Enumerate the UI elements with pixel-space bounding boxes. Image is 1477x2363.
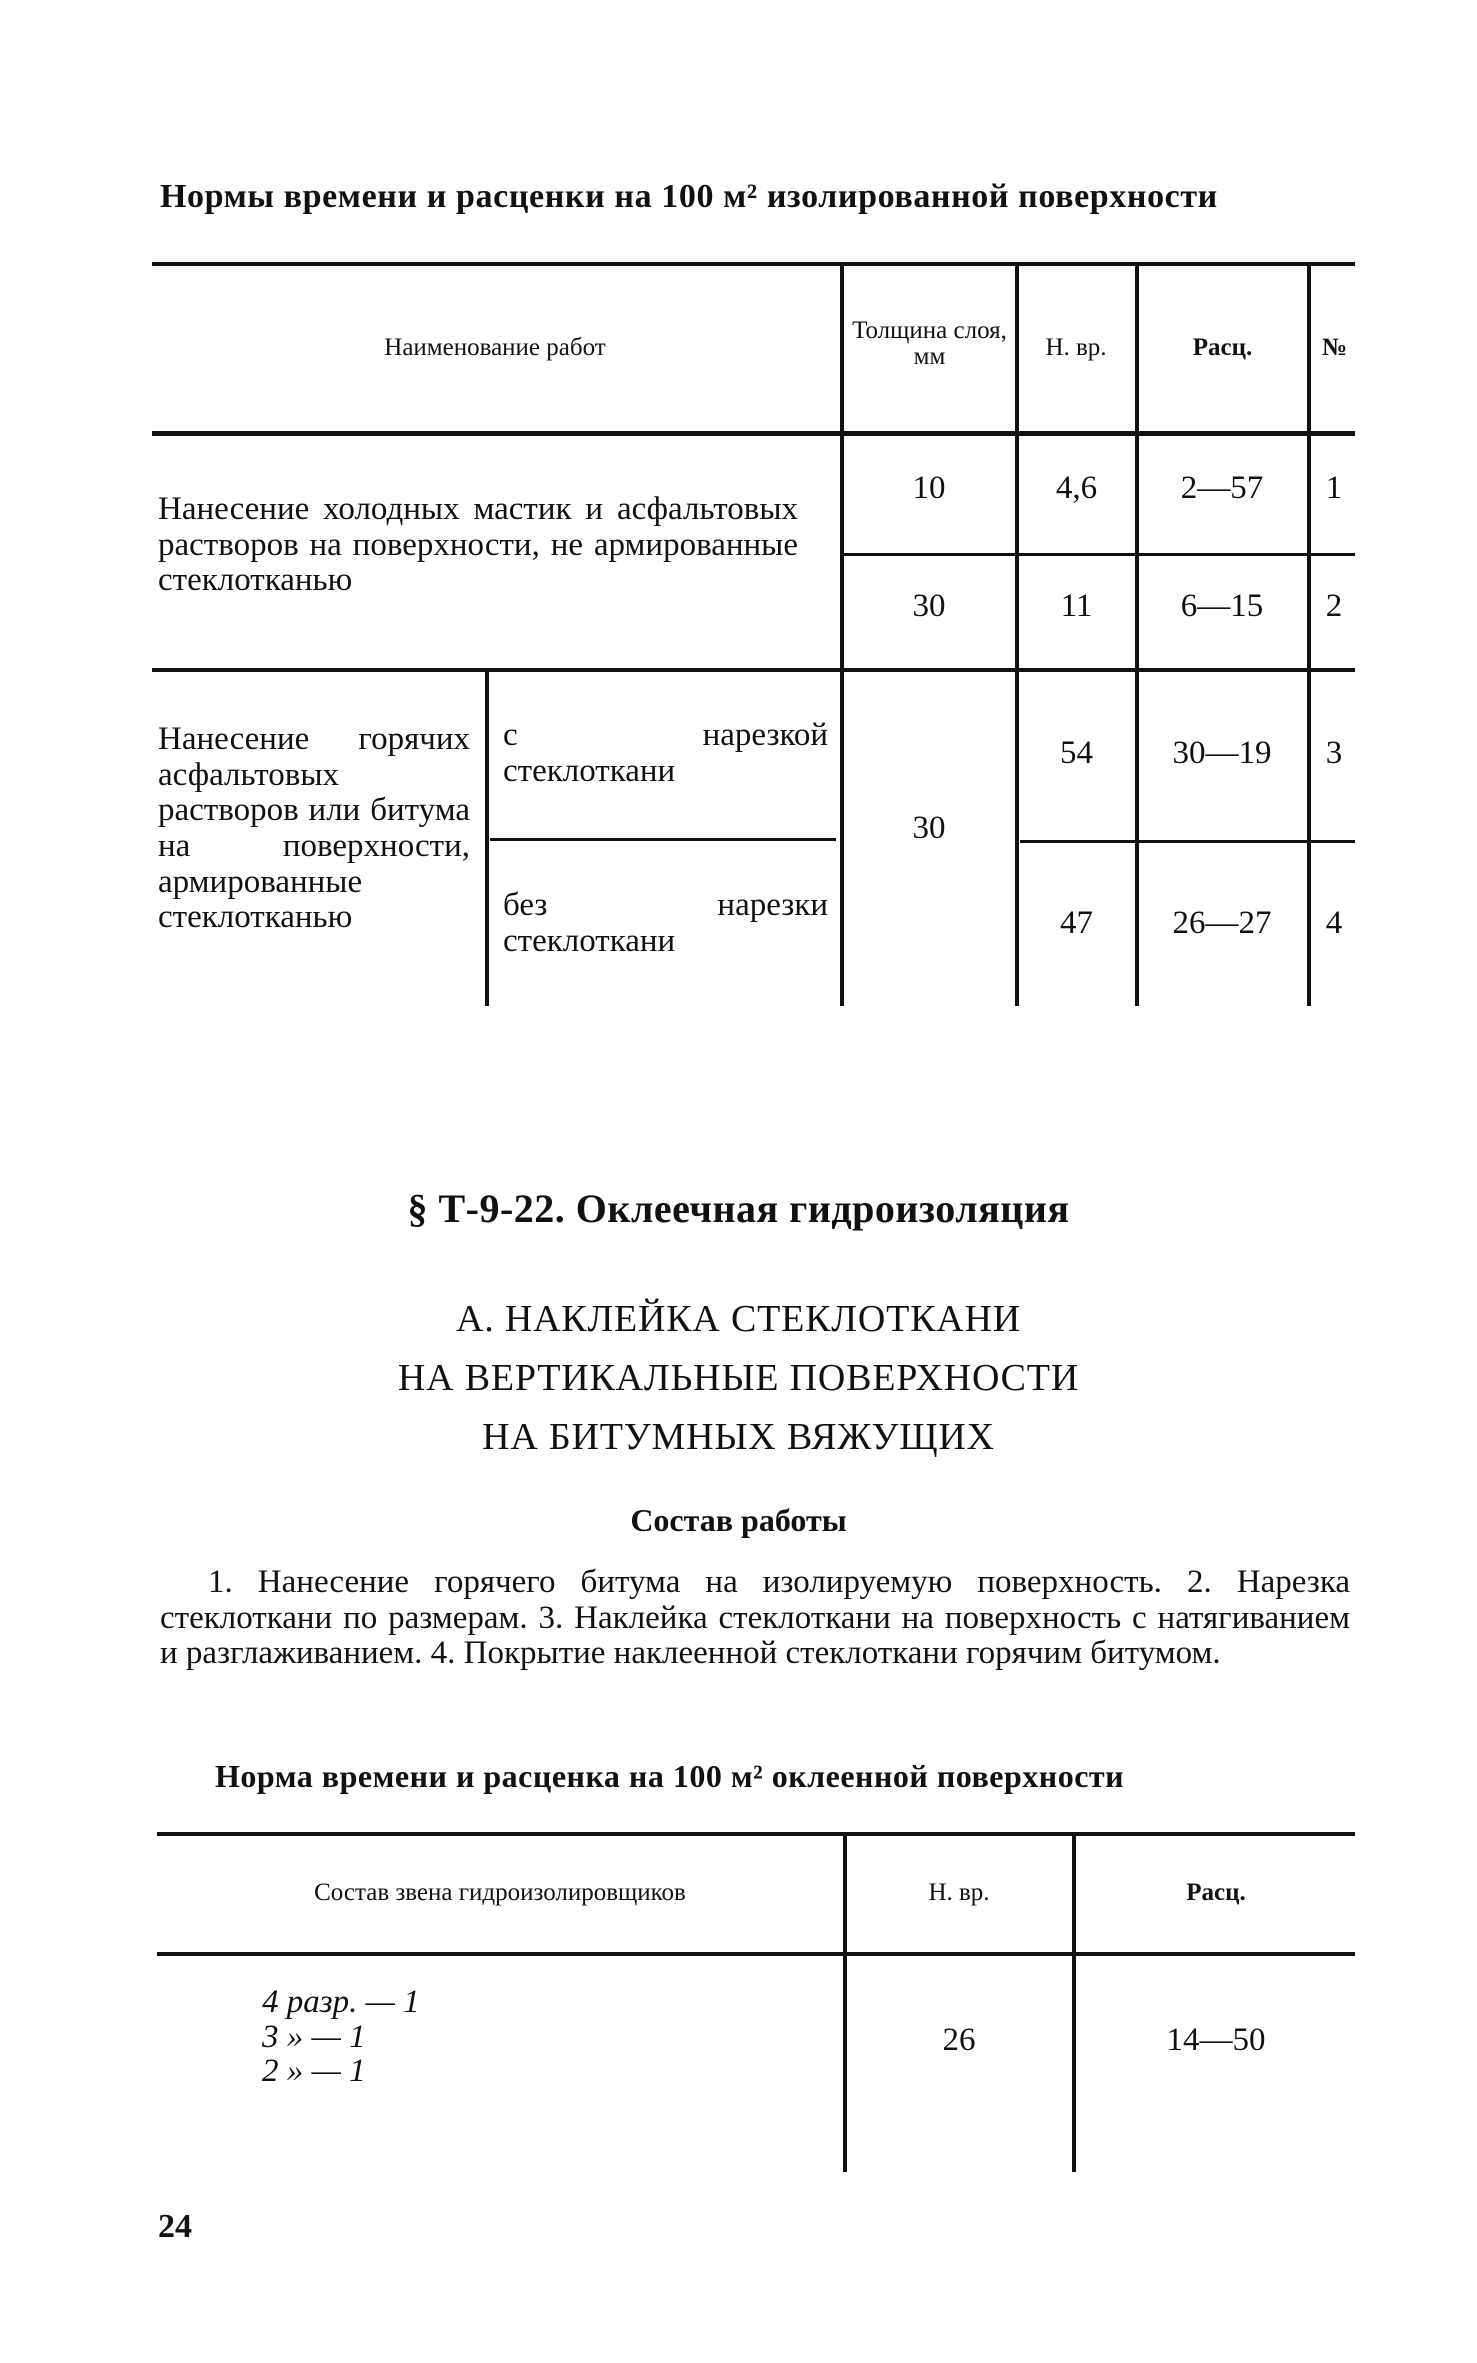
table1-row3-variant: с нарезкой стеклоткани	[503, 717, 828, 789]
table2-title: Норма времени и расценка на 100 м² оклеенной поверхности	[215, 1758, 1125, 1794]
table1-header-rate: Расц.	[1192, 334, 1253, 361]
table1-top-rule	[152, 262, 1355, 266]
table1-group2-name: Нанесение горячих асфальтовых растворов или битума на поверхности, армированные стеклотканью	[158, 721, 470, 936]
table2-top-rule	[157, 1832, 1355, 1836]
table1-header-rule	[152, 431, 1355, 436]
table1-row-divider-2	[1020, 840, 1355, 843]
table2-col-rule-1	[843, 1836, 847, 2172]
table1-row4-variant: без нарезки стеклоткани	[503, 887, 828, 959]
subtitle-line-1: А. НАКЛЕЙКА СТЕКЛОТКАНИ	[455, 1298, 1021, 1340]
table1-row1-rate: 2—57	[1180, 470, 1264, 506]
table2-rate: 14—50	[1166, 2022, 1266, 2058]
crew-line-1: 4 разр. — 1	[262, 1984, 420, 2020]
table1-col-rule-2	[1015, 266, 1019, 1006]
section-subtitle	[0, 1290, 1477, 1467]
table1-col-rule-group2	[485, 672, 489, 1006]
table1-row2-rate: 6—15	[1180, 588, 1264, 624]
table1-col-rule-1	[840, 266, 844, 1006]
table2-header-rate: Расц.	[1186, 1879, 1246, 1906]
table1-row4-rate: 26—27	[1172, 905, 1272, 941]
table1-group-divider	[152, 668, 1355, 672]
page-number: 24	[158, 2208, 192, 2245]
table2-header-crew: Состав звена гидроизолировщиков	[314, 1879, 686, 1906]
table1-row4-num: 4	[1325, 905, 1343, 941]
table1-row-divider-1	[842, 553, 1355, 556]
table1-row1-norm: 4,6	[1055, 470, 1098, 506]
table1-group1-name: Нанесение холодных мастик и асфальтовых растворов на поверхности, не армированные стеклотканью	[158, 491, 798, 599]
table1-header-norm: Н. вр.	[1045, 334, 1107, 361]
table1-row2-num: 2	[1325, 588, 1343, 624]
work-heading: Состав работы	[630, 1502, 847, 1538]
subtitle-line-2: НА ВЕРТИКАЛЬНЫЕ ПОВЕРХНОСТИ	[397, 1356, 1080, 1399]
table1-row1-num: 1	[1325, 470, 1343, 506]
table1-row4-norm: 47	[1060, 905, 1093, 941]
table2-norm: 26	[942, 2022, 976, 2058]
table1-group2-thickness: 30	[912, 810, 946, 846]
table1-col-rule-4	[1307, 266, 1311, 1006]
table1-row2-norm: 11	[1060, 588, 1093, 624]
table1-col-rule-3	[1135, 266, 1139, 1006]
table1-row1-thickness: 10	[912, 470, 946, 506]
table1-header-name: Наименование работ	[384, 334, 606, 361]
work-text: 1. Нанесение горячего битума на изолируемую поверхность. 2. Нарезка стеклоткани по размерам. 3. Наклейка стеклоткани на поверхность с натягиванием и разглаживанием. 4. Покрытие наклеенной стеклоткани горячим битумом.	[160, 1564, 1350, 1672]
table1-header-thickness: Толщина слоя, мм	[852, 317, 1007, 371]
table1-row3-rate: 30—19	[1172, 735, 1272, 771]
section-title: § Т-9-22. Оклеечная гидроизоляция	[407, 1186, 1070, 1231]
table1-variant-divider	[490, 838, 836, 841]
crew-line-3: 2 » — 1	[262, 2053, 366, 2090]
table2-header-norm: Н. вр.	[928, 1879, 990, 1906]
crew-line-2: 3 » — 1	[262, 2018, 366, 2055]
table1-row2-thickness: 30	[912, 588, 946, 624]
table2-header-rule	[157, 1952, 1355, 1956]
table1-title: Нормы времени и расценки на 100 м² изолированной поверхности	[160, 178, 1218, 215]
subtitle-line-3: НА БИТУМНЫХ ВЯЖУЩИХ	[482, 1415, 995, 1458]
table1-row3-norm: 54	[1060, 735, 1093, 771]
table1-row3-num: 3	[1325, 735, 1343, 771]
table1-header-num: №	[1321, 334, 1348, 361]
table2-crew	[262, 1985, 420, 2089]
table2-col-rule-2	[1072, 1836, 1076, 2172]
